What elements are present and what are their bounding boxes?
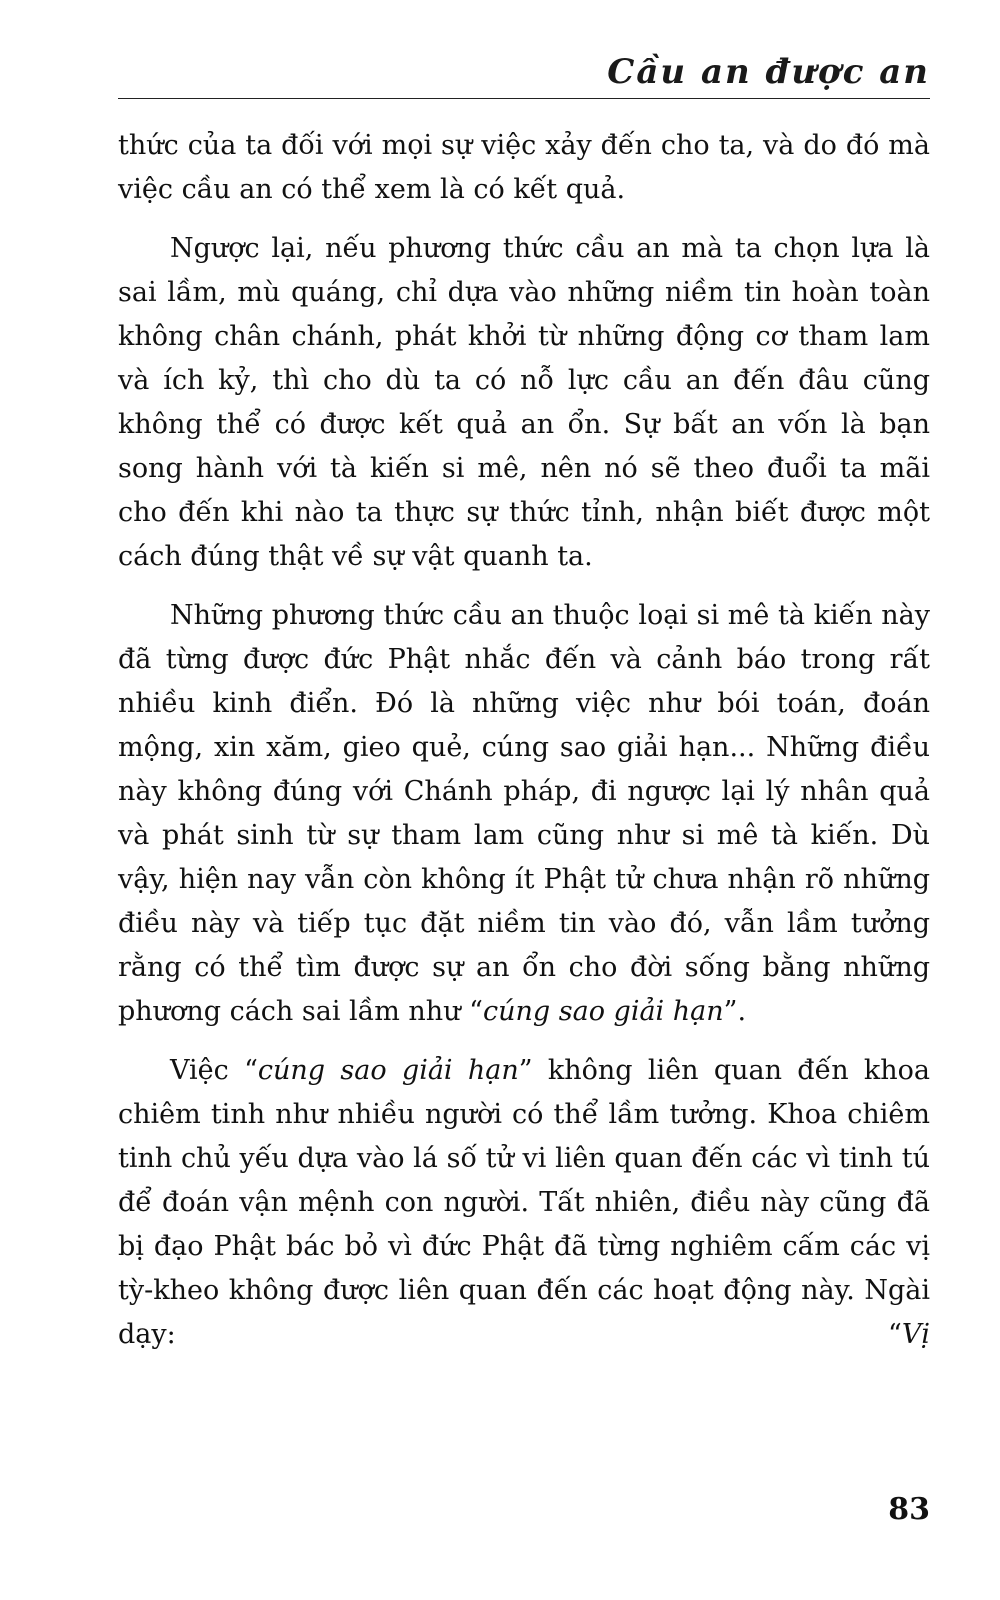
running-header bbox=[118, 52, 930, 99]
paragraph-4-italic: cúng sao giải hạn bbox=[257, 1055, 519, 1086]
paragraph-2 bbox=[118, 227, 930, 579]
paragraph-3-text-end: ”. bbox=[723, 996, 747, 1027]
paragraph-1-text: thức của ta đối với mọi sự việc xảy đến cho ta, và do đó mà việc cầu an có thể xem là có kết quả. bbox=[118, 130, 930, 205]
running-title: Cầu an được an bbox=[607, 52, 930, 92]
body-text bbox=[118, 124, 930, 1372]
paragraph-4-text-start: Việc “ bbox=[170, 1055, 258, 1086]
page-number: 83 bbox=[888, 1492, 930, 1527]
paragraph-1 bbox=[118, 124, 930, 212]
paragraph-3-text: Những phương thức cầu an thuộc loại si mê tà kiến này đã từng được đức Phật nhắc đến và cảnh báo trong rất nhiều kinh điển. Đó là những việc như bói toán, đoán mộng, xin xăm, gieo quẻ, cúng sao giải hạn... Những điều này không đúng với Chánh pháp, đi ngược lại lý nhân quả và phát sinh từ sự tham lam cũng như si mê tà kiến. Dù vậy, hiện nay vẫn còn không ít Phật tử chưa nhận rõ những điều này và tiếp tục đặt niềm tin vào đó, vẫn lầm tưởng rằng có thể tìm được sự an ổn cho đời sống bằng những phương cách sai lầm như “ bbox=[118, 600, 930, 1027]
paragraph-4-text: ” không liên quan đến khoa chiêm tinh như nhiều người có thể lầm tưởng. Khoa chiêm tinh chủ yếu dựa vào lá số tử vi liên quan đến các vì tinh tú để đoán vận mệnh con người. Tất nhiên, điều này cũng đã bị đạo Phật bác bỏ vì đức Phật đã từng nghiêm cấm các vị tỳ-kheo không được liên quan đến các hoạt động này. Ngài dạy: “ bbox=[118, 1055, 931, 1350]
paragraph-4 bbox=[118, 1049, 930, 1357]
paragraph-4-italic-end: Vị bbox=[901, 1319, 930, 1350]
paragraph-2-text: Ngược lại, nếu phương thức cầu an mà ta chọn lựa là sai lầm, mù quáng, chỉ dựa vào những niềm tin hoàn toàn không chân chánh, phát khởi từ những động cơ tham lam và ích kỷ, thì cho dù ta có nỗ lực cầu an đến đâu cũng không thể có được kết quả an ổn. Sự bất an vốn là bạn song hành với tà kiến si mê, nên nó sẽ theo đuổi ta mãi cho đến khi nào ta thực sự thức tỉnh, nhận biết được một cách đúng thật về sự vật quanh ta. bbox=[118, 233, 930, 572]
paragraph-3 bbox=[118, 594, 930, 1034]
paragraph-3-italic: cúng sao giải hạn bbox=[482, 996, 724, 1027]
